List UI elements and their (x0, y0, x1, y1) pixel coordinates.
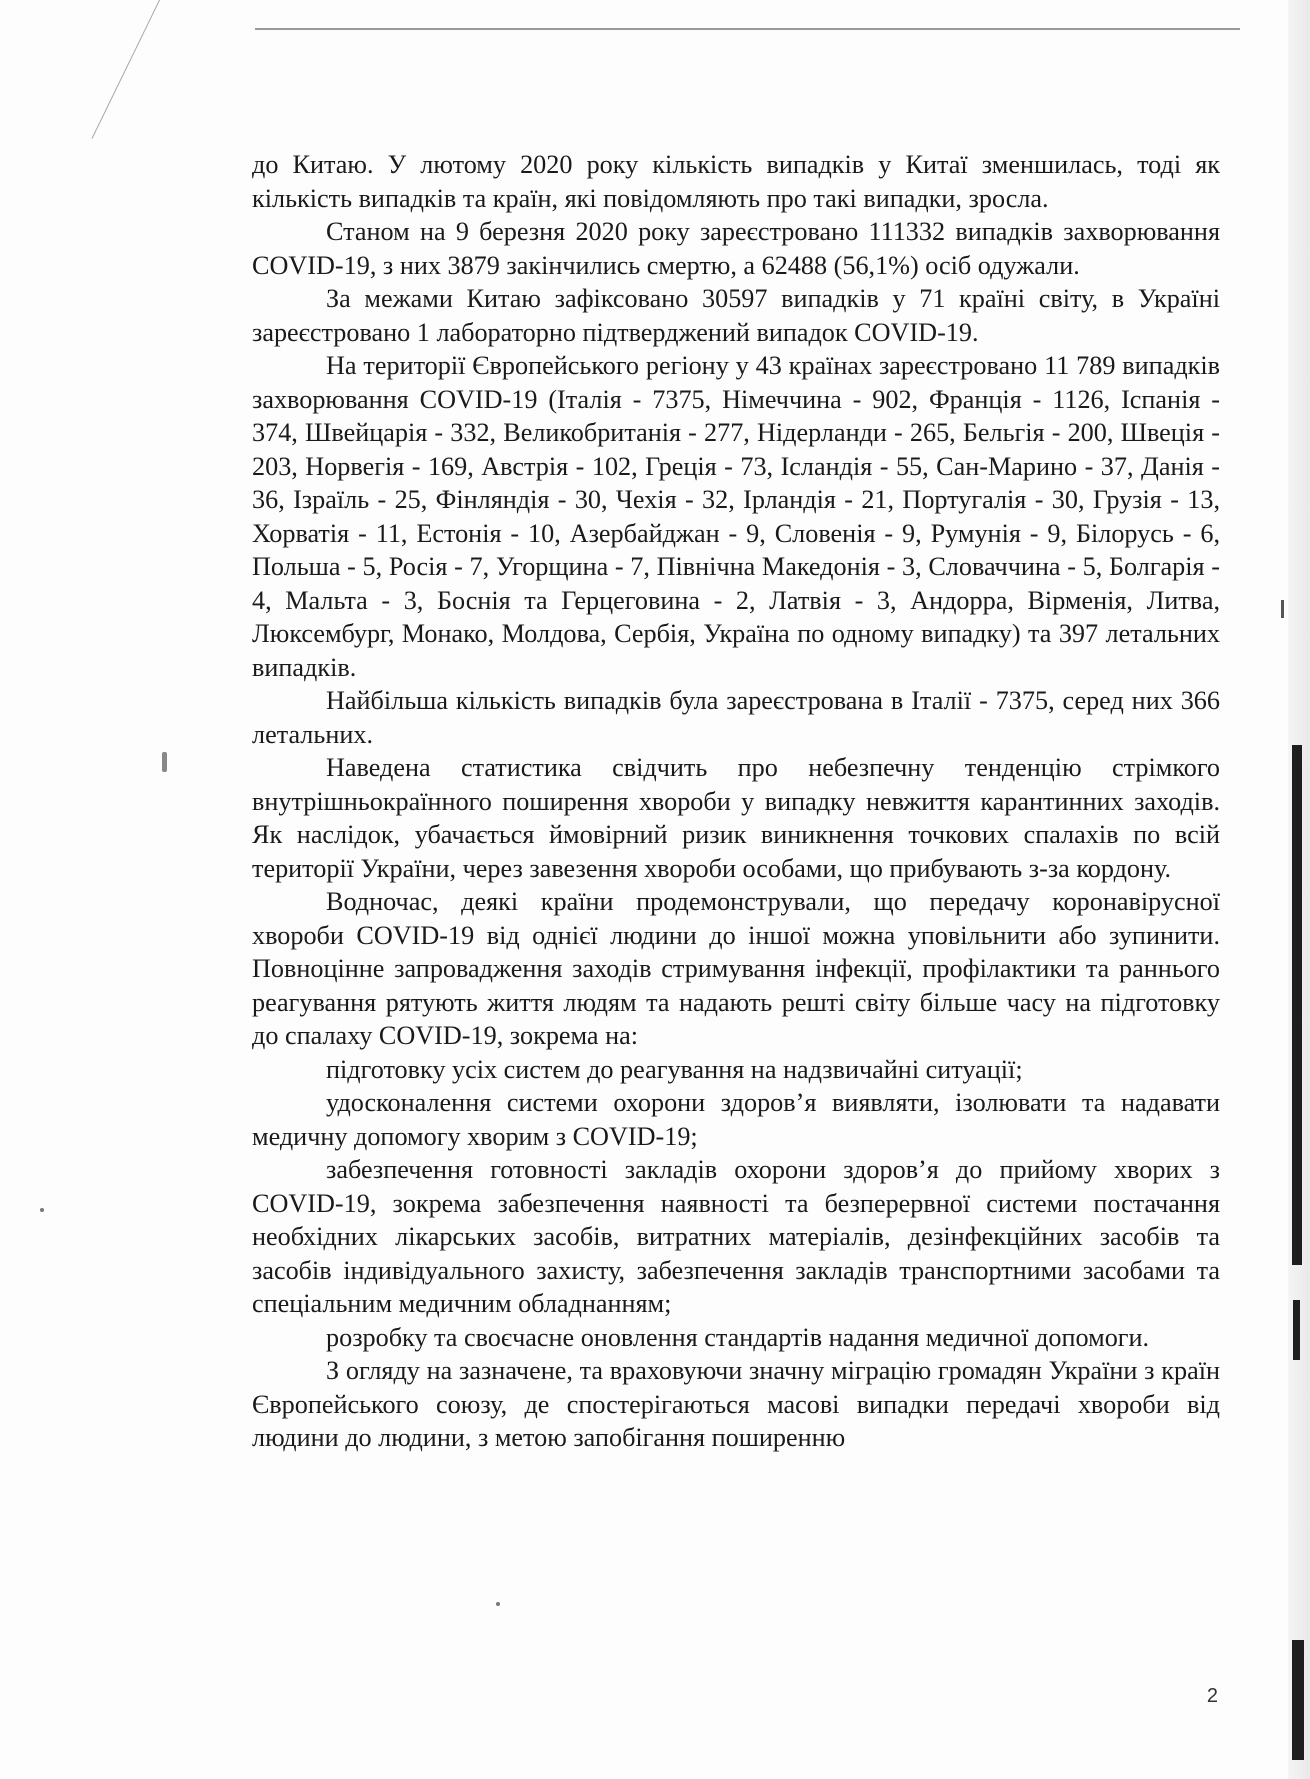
list-item: забезпечення готовності закладів охорони здоров’я до прийому хворих з COVID-19, зокрема забезпечення наявності та безперервної системи постачання необхідних лікарських засобів, витратних матеріалів, дезінфекційних засобів та засобів індивідуального захисту, забезпечення закладів транспортними засобами та спеціальним медичним обладнанням; (252, 1155, 1220, 1318)
paragraph: На території Європейського регіону у 43 країнах зареєстровано 11 789 випадків захворювання COVID-19 (Італія - 7375, Німеччина - 902, Франція - 1126, Іспанія - 374, Швейцарія - 332, Великобританія - 277, Нідерланди - 265, Бельгія - 200, Швеція - 203, Норвегія - 169, Австрія - 102, Греція - 73, Ісландія - 55, Сан-Марино - 37, Данія - 36, Ізраїль - 25, Фінляндія - 30, Чехія - 32, Ірландія - 21, Португалія - 30, Грузія - 13, Хорватія - 11, Естонія - 10, Азербайджан - 9, Словенія - 9, Румунія - 9, Білорусь - 6, Польша - 5, Росія - 7, Угорщина - 7, Північна Македонія - 3, Словаччина - 5, Болгарія - 4, Мальта - 3, Боснія та Герцеговина - 2, Латвія - 3, Андорра, Вірменія, Литва, Люксембург, Монако, Молдова, Сербія, Україна по одному випадку) та 397 летальних випадків. (252, 351, 1220, 682)
scan-edge-mark (1292, 1640, 1304, 1760)
paragraph: Водночас, деякі країни продемонстрували, що передачу коронавірусної хвороби COVID-19 від однієї людини до іншої можна уповільнити або зупинити. Повноцінне запровадження заходів стримування інфекції, профілактики та раннього реагування рятують життя людям та надають решті світу більше часу на підготовку до спалаху COVID-19, зокрема на: (252, 887, 1220, 1050)
paragraph: За межами Китаю зафіксовано 30597 випадків у 71 країні світу, в Україні зареєстровано 1 лабораторно підтверджений випадок COVID-19. (252, 284, 1220, 347)
scan-speck (162, 752, 167, 772)
paragraph: З огляду на зазначене, та враховуючи значну міграцію громадян України з країн Європейського союзу, де спостерігаються масові випадки передачі хвороби від людини до людини, з метою запобігання поширенню (252, 1356, 1220, 1452)
paragraph: Наведена статистика свідчить про небезпечну тенденцію стрімкого внутрішньокраїнного поширення хвороби у випадку невжиття карантинних заходів. Як наслідок, убачається ймовірний ризик виникнення точкових спалахів по всій території України, через завезення хвороби особами, що прибувають з-за кордону. (252, 753, 1220, 883)
list-item: розробку та своєчасне оновлення стандартів надання медичної допомоги. (326, 1322, 1150, 1352)
document-body (252, 148, 1220, 1455)
scan-edge-mark (1293, 1300, 1300, 1360)
scan-edge-mark (1281, 600, 1284, 618)
paragraph: Станом на 9 березня 2020 року зареєстровано 111332 випадків захворювання COVID-19, з них 3879 закінчились смертю, а 62488 (56,1%) осіб одужали. (252, 217, 1220, 280)
list-item: підготовку усіх систем до реагування на надзвичайні ситуації; (326, 1054, 1023, 1084)
scan-speck (40, 1208, 44, 1212)
scan-speck (496, 1602, 500, 1606)
scan-corner-line (92, 0, 170, 139)
paragraph: Найбільша кількість випадків була зареєстрована в Італії - 7375, серед них 366 летальних. (252, 686, 1220, 749)
list-item: удосконалення системи охорони здоров’я виявляти, ізолювати та надавати медичну допомогу хворим з COVID-19; (252, 1088, 1220, 1151)
scan-top-rule (255, 28, 1240, 30)
page-number: 2 (1206, 1685, 1218, 1707)
scan-edge-mark (1292, 745, 1302, 1265)
paragraph: до Китаю. У лютому 2020 року кількість випадків у Китаї зменшилась, тоді як кількість випадків та країн, які повідомляють про такі випадки, зросла. (252, 150, 1220, 213)
